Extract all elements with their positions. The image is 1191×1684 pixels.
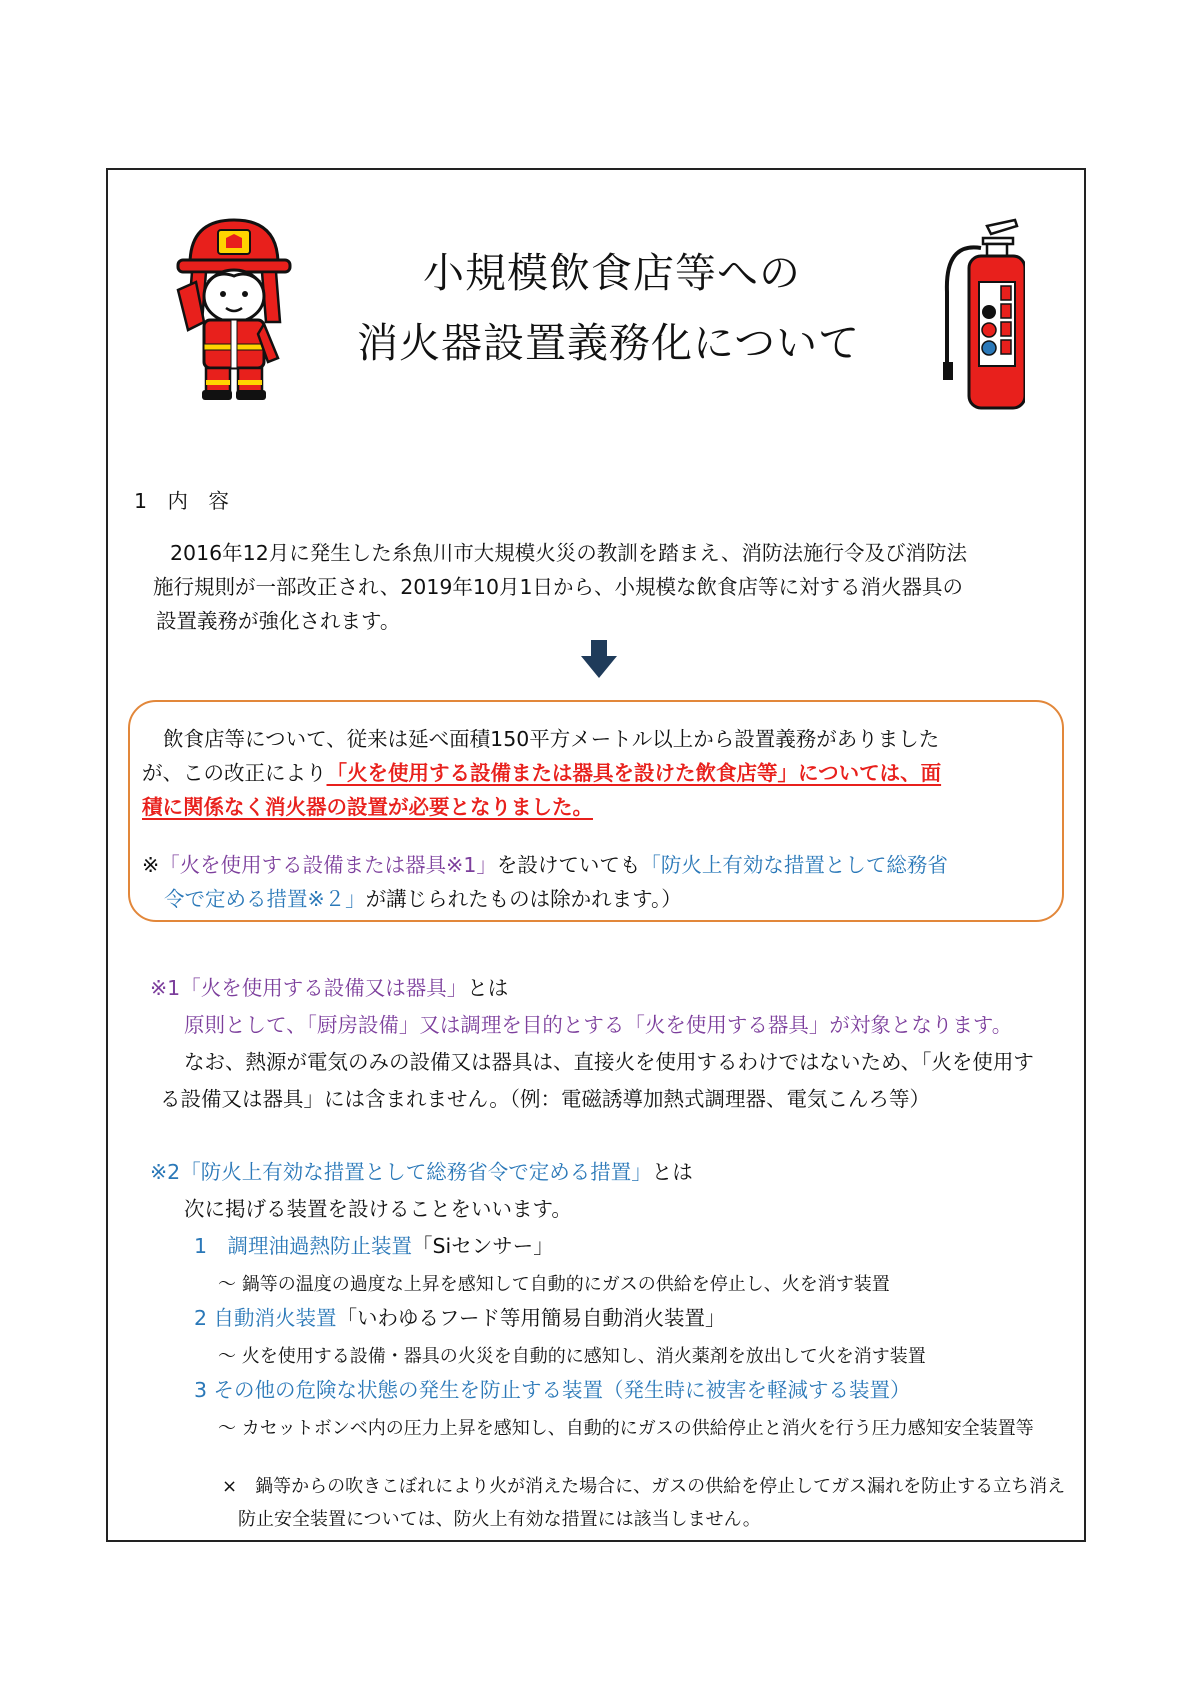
- note2-heading-term: ※2「防火上有効な措置として総務省令で定める措置」: [150, 1160, 652, 1184]
- note-purple-term: 「火を使用する設備または器具※1」: [159, 853, 497, 877]
- note1-line-2: なお、熱源が電気のみの設備又は器具は、直接火を使用するわけではないため、「火を使用す: [184, 1050, 1034, 1074]
- note-blue-term-1: 「防火上有効な措置として総務省: [640, 853, 948, 877]
- note2-item-3-desc: ～ カセットボンベ内の圧力上昇を感知し、自動的にガスの供給停止と消火を行う圧力感知安全装置等: [218, 1418, 1034, 1439]
- note2-item-1-desc: ～ 鍋等の温度の過度な上昇を感知して自動的にガスの供給を停止し、火を消す装置: [218, 1274, 890, 1295]
- exclusion-line-1: × 鍋等からの吹きこぼれにより火が消えた場合に、ガスの供給を停止してガス漏れを防止する立ち消え: [222, 1476, 1066, 1497]
- down-arrow-icon: [579, 640, 619, 680]
- note2-heading: [150, 1157, 693, 1187]
- callout-note-line-2: [164, 884, 682, 914]
- item-3-blue: 3 その他の危険な状態の発生を防止する装置（発生時に被害を軽減する装置）: [194, 1378, 911, 1402]
- item-1-blue: 1 調理油過熱防止装置: [194, 1234, 413, 1258]
- note2-item-1-label: [194, 1231, 554, 1261]
- note1-heading: [150, 973, 508, 1003]
- exclusion-line-2: 防止安全装置については、防火上有効な措置には該当しません。: [238, 1509, 761, 1530]
- callout-emphasis-1: 「火を使用する設備または器具を設けた飲食店等」については、面: [326, 761, 942, 785]
- note1-heading-suffix: とは: [467, 976, 509, 1000]
- note-end: が講じられたものは除かれます。）: [365, 887, 682, 911]
- note2-item-2-desc: ～ 火を使用する設備・器具の火災を自動的に感知し、消火薬剤を放出して火を消す装置: [218, 1346, 926, 1367]
- note1-line-3: る設備又は器具」には含まれません。（例：電磁誘導加熱式調理器、電気こんろ等）: [160, 1087, 930, 1111]
- title-line-1: 小規模飲食店等への: [423, 249, 801, 297]
- note1-line-1: 原則として、「厨房設備」又は調理を目的とする「火を使用する器具」が対象となります。: [184, 1013, 1013, 1037]
- callout-line-1: 飲食店等について、従来は延べ面積150平方メートル以上から設置義務がありました: [163, 727, 940, 751]
- note-blue-term-2: 令で定める措置※２」: [164, 887, 366, 911]
- callout-emphasis-2: 積に関係なく消火器の設置が必要となりました。: [142, 795, 593, 819]
- note2-item-3-label: [194, 1375, 911, 1405]
- intro-line-2: 施行規則が一部改正され、2019年10月1日から、小規模な飲食店等に対する消火器具の: [153, 575, 964, 599]
- callout-line-2-prefix: が、この改正により: [142, 761, 327, 785]
- item-1-black: 「Siセンサー」: [412, 1234, 554, 1258]
- callout-note-line-1: [142, 850, 948, 880]
- intro-line-3: 設置義務が強化されます。: [156, 609, 401, 633]
- note2-intro: 次に掲げる装置を設けることをいいます。: [184, 1197, 572, 1221]
- callout-line-2: [142, 758, 941, 788]
- fire-extinguisher-icon: [935, 212, 1025, 412]
- note2-heading-suffix: とは: [651, 1160, 693, 1184]
- callout-line-3: [142, 792, 593, 822]
- item-2-blue: 2 自動消火装置: [194, 1306, 337, 1330]
- item-2-black: 「いわゆるフード等用簡易自動消火装置」: [336, 1306, 726, 1330]
- section-heading: 1 内 容: [134, 489, 230, 513]
- note1-heading-term: ※1「火を使用する設備又は器具」: [150, 976, 468, 1000]
- title-line-2: 消火器設置義務化について: [357, 319, 861, 367]
- firefighter-mascot-icon: [168, 212, 298, 402]
- intro-line-1: 2016年12月に発生した糸魚川市大規模火災の教訓を踏まえ、消防法施行令及び消防法: [170, 541, 967, 565]
- note2-item-2-label: [194, 1303, 725, 1333]
- note-mark: ※: [142, 853, 160, 877]
- note-mid: を設けていても: [496, 853, 641, 877]
